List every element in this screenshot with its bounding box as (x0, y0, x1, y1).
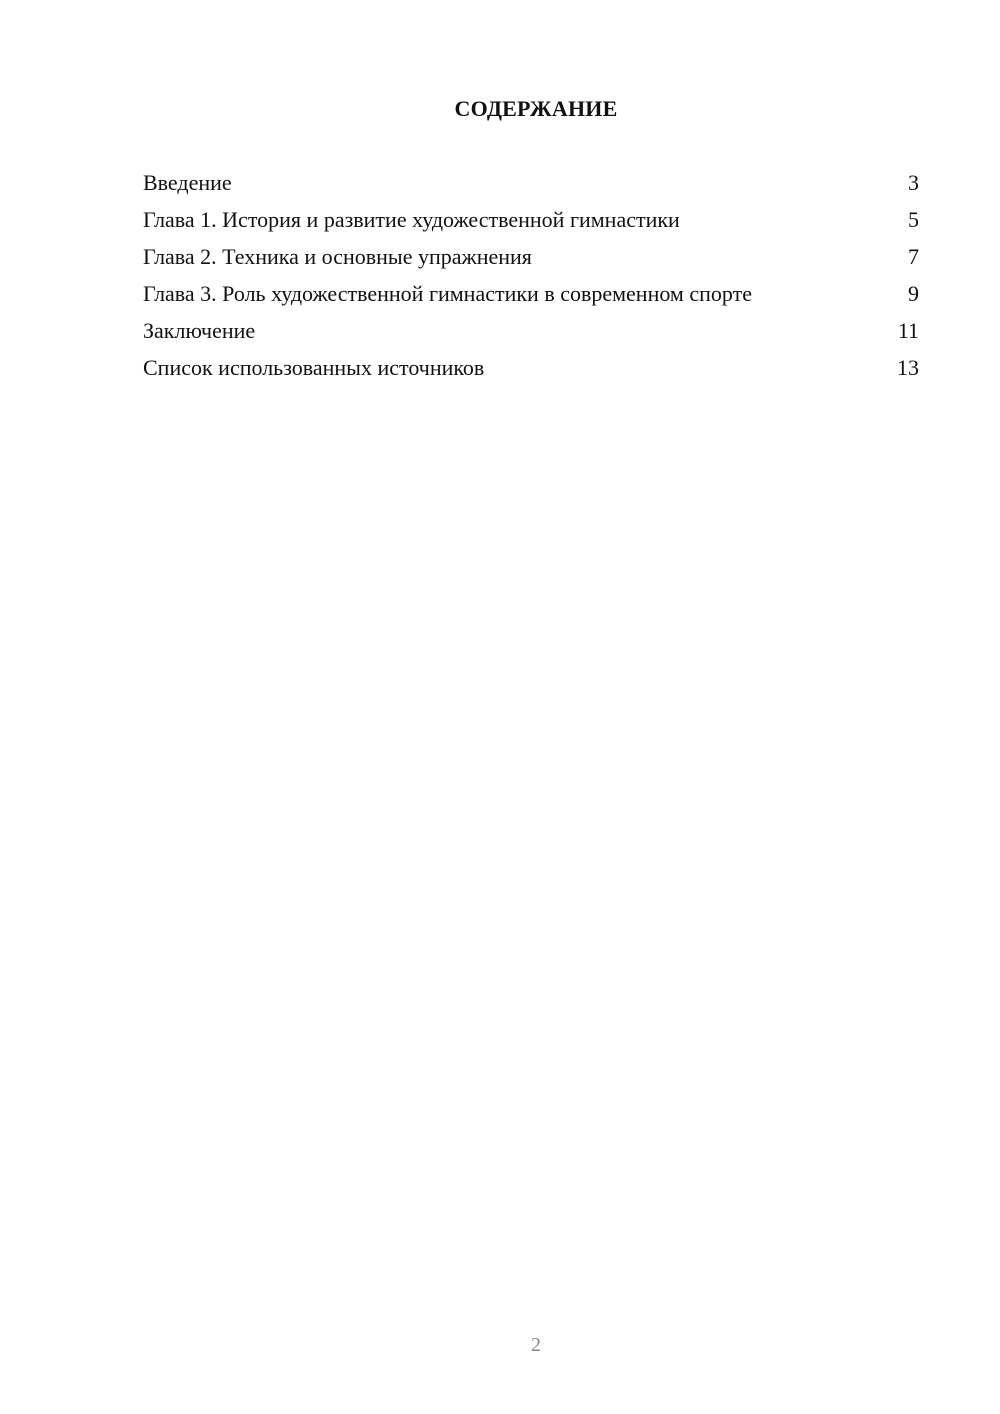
toc-entry-page: 5 (908, 207, 919, 232)
toc-entry-page: 7 (908, 244, 919, 269)
toc-entry-title: Список использованных источников (143, 355, 485, 380)
toc-entry-page: 13 (897, 355, 919, 380)
toc-entry-chapter-2 (143, 244, 919, 270)
toc-entry-references (143, 355, 919, 381)
page-title: СОДЕРЖАНИЕ (454, 96, 618, 121)
toc-entry-conclusion (143, 318, 919, 344)
toc-entry-introduction (143, 170, 919, 196)
toc-entry-title: Глава 2. Техника и основные упражнения (143, 244, 532, 269)
toc-entry-page: 11 (897, 318, 919, 343)
toc-entry-page: 3 (908, 170, 919, 195)
page-number: 2 (531, 1334, 541, 1356)
toc-entry-title: Глава 3. Роль художественной гимнастики в современном спорте (143, 281, 752, 306)
toc-entry-title: Введение (143, 170, 232, 195)
toc-entry-title: Заключение (143, 318, 256, 343)
table-of-contents (143, 170, 919, 392)
toc-entry-chapter-3 (143, 281, 919, 307)
toc-entry-page: 9 (908, 281, 919, 306)
toc-entry-title: Глава 1. История и развитие художественной гимнастики (143, 207, 680, 232)
toc-entry-chapter-1 (143, 207, 919, 233)
